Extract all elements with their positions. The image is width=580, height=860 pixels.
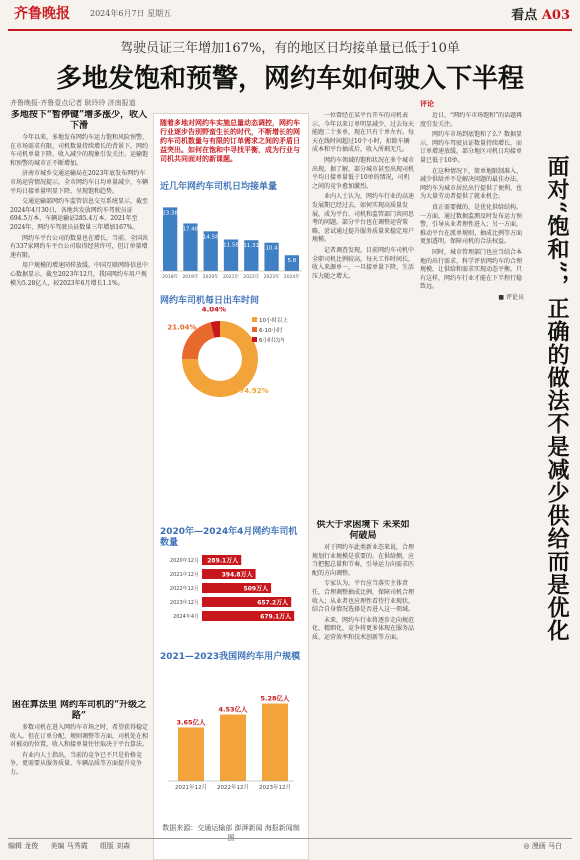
tick-label: 2024年 [283, 275, 300, 280]
paragraph: 对于网约车此类新业态来说，合理规划行业规模是重要的。在供给侧，应当把握总量和节奏，引导运力向需求匹配的方向调整。 [312, 544, 414, 577]
chart-daily-hours [160, 296, 302, 411]
commentary-headline: 面对“饱和”，正确的做法不是减少供给而是优化 [544, 155, 570, 643]
data-label: 17.48 [182, 226, 199, 233]
chart-driver-count-svg [160, 549, 302, 629]
tick-label: 2022年12月 [169, 586, 199, 592]
article-column-3 [312, 112, 414, 472]
paragraph: 在这种情况下，简单地限制准入、减少供给并不是解决问题的最佳办法。网约车为城市居民出行提供了便利，也为大量劳动者提供了就业机会。 [420, 167, 523, 201]
article-column-3b [312, 520, 414, 830]
paragraph: 同时，城市管理部门也应当结合本地的出行需求，科学评估网约车的合理规模，让供给和需求实现动态平衡。只有这样，网约车行业才能在下半程行稳致远。 [420, 248, 523, 291]
data-label: 679.1万人 [260, 613, 292, 621]
data-label: 289.1万人 [207, 557, 239, 565]
chart-user-scale-svg [160, 663, 302, 801]
legend-swatch [252, 327, 257, 332]
paragraph: 专家认为，平台应当落实主体责任，合理调整抽成比例，保障司机合理收入；从业者也应理性看待行业现状，结合自身情况选择是否进入这一领域。 [312, 580, 414, 614]
paragraph: 用户规模的增速同样放缓。中国互联网络信息中心数据显示，截至2023年12月，我国网约车用户规模为5.28亿人，较2023年6月增长1.1%。 [10, 262, 148, 287]
paragraph: 网约车领域的饱和状况在多个城市出现。据了解，部分城市甚至出现司机平均日接单量低于10单的情况，司机之间的竞争愈加激烈。 [312, 156, 414, 190]
subhead-3: 供大于求困境下 未来如何破局 [316, 520, 410, 541]
paragraph: 记者调查发现，目前网约车司机中全职司机比例较高，每天工作时间长，收入来源单一，一旦接单量下降，生活压力随之增大。 [312, 246, 414, 280]
paragraph: 一位曾经在某平台开车的司机表示，今年以来订单明显减少，过去每天能跑二十多单，现在只有十单左右。每天在线时间超过10个小时，扣除车辆成本和平台抽成后，收入所剩无几。 [312, 112, 414, 154]
data-label: 4.04% [201, 307, 227, 314]
commentary-tag: 评论 [420, 99, 434, 108]
paragraph: 多数司机在进入网约车市场之时，希望获得稳定收入。但在订单分配、规则调整等方面，司机处在相对被动的位置，收入和接单量往往取决于平台算法。 [10, 724, 148, 749]
tick-label: 2023年12月 [169, 600, 199, 606]
paragraph: 真正需要做的，是优化供给结构。一方面，通过数据监测及时发布运力预警，引导从业者理性进入；另一方面，推动平台在派单规则、抽成比例等方面更加透明，保障司机的合法权益。 [420, 203, 523, 246]
data-label: 657.2万人 [257, 599, 289, 607]
paragraph: 网约车市场到底饱和了么？数据显示，网约车驾驶员证数量持续增长，而订单增速放缓，部分地区司机日均接单量已低于10单。 [420, 131, 523, 164]
tick-label: 2020年 [202, 275, 219, 280]
paragraph: 业内人士认为，网约车行业的高速发展期已经过去，如何实现高质量发展，成为平台、司机和监管部门共同思考的问题。部分平台也在调整运营策略，尝试通过提升服务质量来稳定用户规模。 [312, 193, 414, 244]
legend-label: 10小时以上 [259, 318, 288, 324]
tick-label: 2021年12月 [169, 572, 199, 578]
footer-illustration: ◎ 漫画 马白 [523, 842, 562, 850]
data-label: 74.92% [239, 386, 269, 395]
chart-daily-hours-svg [160, 307, 302, 407]
paragraph: 近日，“网约车市场饱和”的话题再度引发关注。 [420, 112, 523, 128]
page-number: A03 [541, 8, 570, 23]
paragraph: 今年以来，多地发布网约车运力饱和风险预警，在市场需求有限、司机数量持续增长的背景下，网约车司机单量下降、收入减少的现象引发关注。运输饱和预警的城市正不断增加。 [10, 134, 148, 167]
commentary-column [420, 112, 524, 834]
chart-daily-orders [160, 182, 302, 285]
tick-label: 2023年12月 [259, 785, 291, 791]
paragraph: 交通运输部网约车监管信息交互系统显示，截至2024年4月30日，各地共发放网约车驾驶员证694.5万本、车辆运输证285.4万本。2021年至2024年，网约车驾驶员证数量三年增加167%。 [10, 198, 148, 231]
data-label: 509万人 [243, 585, 269, 593]
data-label: 5.8 [287, 258, 297, 265]
chart-user-scale [160, 652, 302, 805]
data-label: 3.65亿人 [176, 718, 206, 727]
footer-proof: 组版 刘森 [99, 842, 131, 850]
main-headline: 多地发饱和预警，网约车如何驶入下半程 [55, 64, 524, 94]
tick-label: 2022年12月 [217, 785, 249, 791]
tick-label: 2022年 [243, 275, 260, 280]
data-label: 21.04% [167, 323, 197, 332]
data-label: 11.31 [243, 243, 260, 250]
chart-driver-count [160, 527, 302, 633]
legend-label: 6-10小时 [259, 328, 283, 334]
commentary-signature: ■ 评论员 [498, 293, 524, 301]
tick-label: 2018年 [162, 275, 179, 280]
legend-label: 6小时以内 [259, 338, 285, 344]
page-footer [8, 838, 572, 851]
chart-bar [262, 704, 288, 781]
subhead-2: 困在算法里 网约车司机的“升级之路” [11, 700, 147, 721]
section-label [511, 4, 570, 23]
data-source-credit: 数据来源：交通运输部 澎湃新闻 海报新闻制图 [162, 824, 300, 842]
paragraph: 济南市城乡交通运输局在2023年底发布网约车市场运营情况提示，全市网约车日均单量减少，车辆平均日接单量明显下降，呈现饱和趋势。 [10, 170, 148, 195]
tick-label: 2019年 [182, 275, 199, 280]
tick-label: 2020年12月 [169, 558, 199, 564]
data-label: 394.8万人 [221, 571, 253, 579]
masthead-logo: 齐鲁晚报 [14, 6, 70, 22]
tick-label: 2023年 [263, 275, 280, 280]
chart-daily-orders-svg [160, 193, 302, 281]
chart-title: 近几年网约车司机日均接单量 [160, 182, 278, 192]
paragraph: 未来，网约车行业将逐步走向规范化、精细化，竞争将更多体现在服务品质、运营效率和技术创新等方面。 [312, 616, 414, 641]
paragraph: 网约车平台公司的数量也在增长。当前，全国共有337家网约车平台公司取得经营许可，但订单量增速有限。 [10, 234, 148, 259]
subhead-1: 多地按下“暂停键”增多涨少，收入下滑 [10, 110, 148, 131]
article-column-1 [10, 110, 148, 535]
chart-title: 2021—2023我国网约车用户规模 [160, 652, 301, 662]
footer-editor: 编辑 龙俊 [8, 842, 39, 850]
chart-bar [163, 207, 177, 271]
footer-art: 美编 马秀霞 [50, 842, 88, 850]
chart-bar [220, 715, 246, 781]
legend-swatch [252, 317, 257, 322]
data-label: 10.4 [265, 245, 278, 252]
byline: 齐鲁晚报·齐鲁壹点记者 耿玲玲 济南报道 [10, 99, 136, 107]
section-name: 看点 [511, 8, 538, 23]
chart-title: 网约车司机每日出车时间 [160, 296, 260, 306]
article-column-1b [10, 700, 148, 830]
headline-deck: 驾驶员证三年增加167%，有的地区日均接单量已低于10单 [120, 41, 460, 56]
chart-title: 2020年—2024年4月网约车司机数量 [160, 527, 298, 548]
page-header [8, 3, 572, 31]
chart-bar [178, 727, 204, 781]
infographic-intro: 随着多地对网约车实施总量动态调控，网约车行业逐步告别野蛮生长的时代，不断增长的网约车司机数量与有限的订单需求之间的矛盾日益突出。如何在饱和中寻找平衡，成为行业与司机共同面对的新课题。 [160, 118, 300, 163]
data-label: 23.38 [162, 210, 179, 217]
data-label: 11.58 [223, 242, 239, 249]
data-label: 14.58 [202, 234, 219, 241]
data-label: 4.53亿人 [218, 705, 248, 714]
legend-swatch [252, 337, 257, 342]
paragraph: 有业内人士指出，当前的竞争已不只是价格竞争，更需要从服务质量、车辆品质等方面提升竞争力。 [10, 751, 143, 776]
issue-date: 2024年6月7日 星期五 [90, 9, 172, 18]
tick-label: 2021年 [223, 275, 239, 280]
tick-label: 2024年4月 [173, 614, 199, 620]
data-label: 5.28亿人 [260, 694, 290, 703]
tick-label: 2021年12月 [175, 785, 207, 791]
